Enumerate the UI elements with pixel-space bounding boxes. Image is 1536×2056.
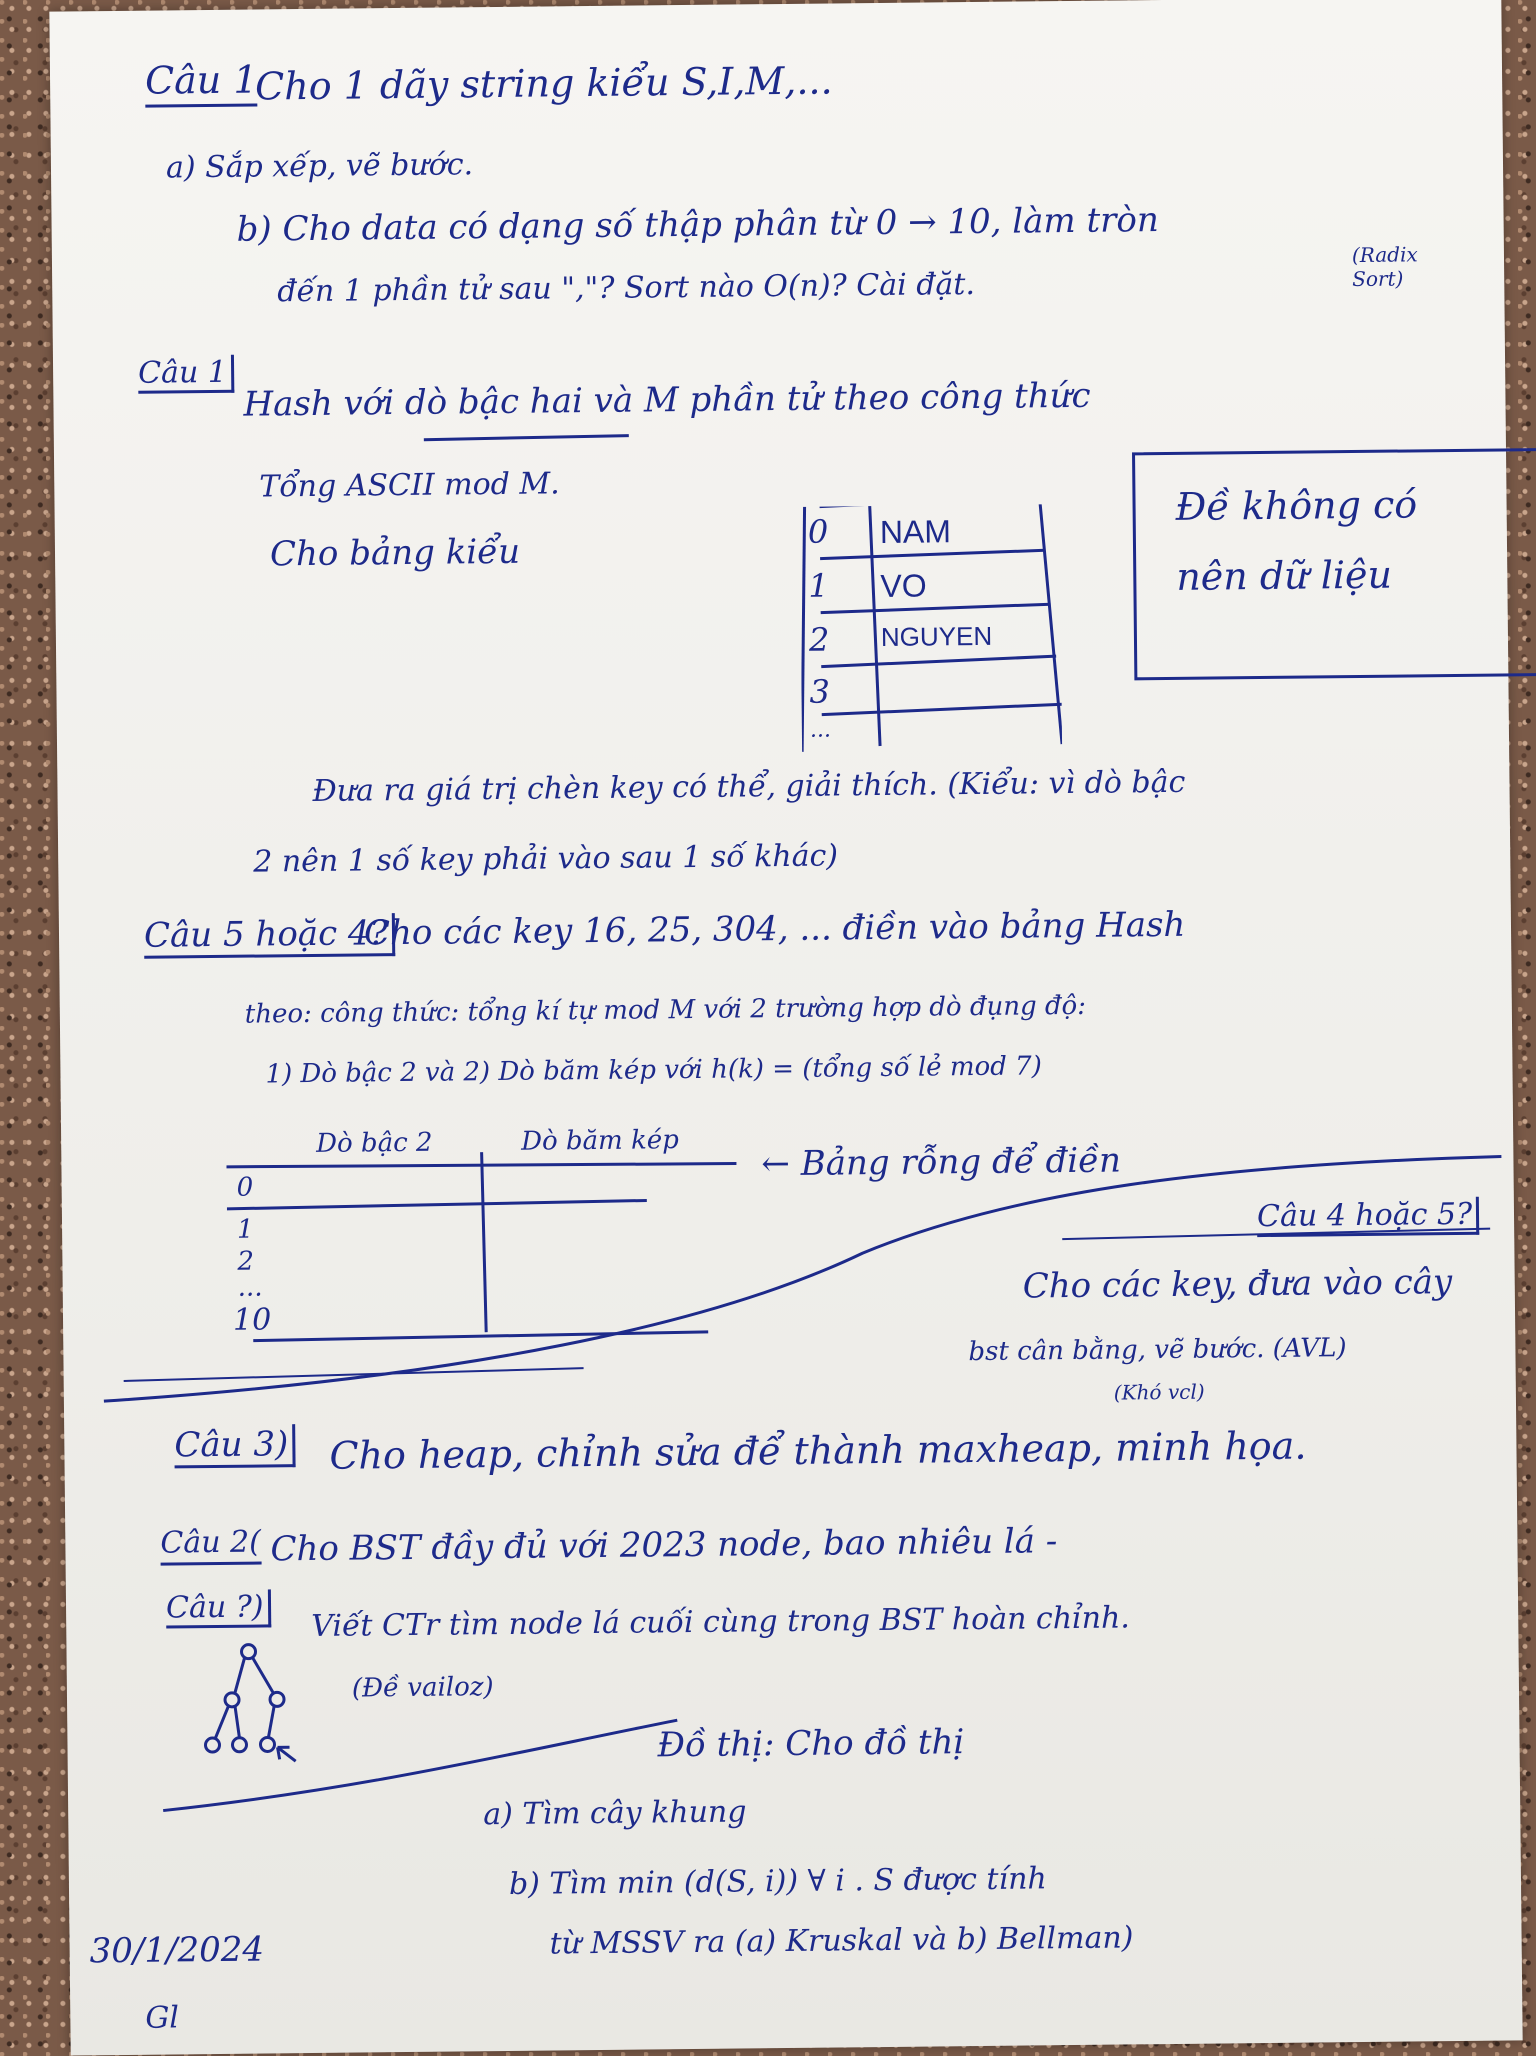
graph-title: Đồ thị: Cho đồ thị [657, 1722, 964, 1765]
q4-line1: Cho các key, đưa vào cây [1023, 1262, 1453, 1306]
q4-line2: bst cân bằng, vẽ bước. (AVL) [968, 1333, 1346, 1367]
hash-row-index: 2 [809, 621, 830, 659]
hash-row-value: NAM [880, 513, 951, 551]
hash-row-index: 1 [808, 567, 829, 605]
probe-row-index: 2 [237, 1247, 254, 1277]
q1-part-b-line1: b) Cho data có dạng số thập phân từ 0 → 10, làm tròn [236, 200, 1159, 250]
q1-hint: (Radix Sort) [1352, 242, 1462, 291]
q3-label: Câu 3) [174, 1424, 295, 1465]
q1-part-b-line2: đến 1 phần tử sau ","? Sort nào O(n)? Cài đặt. [277, 267, 975, 309]
q5-line1: Cho các key 16, 25, 304, ... điền vào bảng Hash [364, 905, 1186, 954]
q-tree-line1: Viết CTr tìm node lá cuối cùng trong BST hoàn chỉnh. [311, 1600, 1130, 1644]
exam-paper [49, 0, 1522, 2056]
probe-row-index: 0 [237, 1173, 254, 1203]
hash-row-index: 3 [809, 673, 830, 711]
q-hash-line3: Cho bảng kiểu [270, 532, 520, 575]
graph-part-a: a) Tìm cây khung [483, 1794, 747, 1832]
q5-line2: theo: công thức: tổng kí tự mod M với 2 trường hợp dò đụng độ: [245, 991, 1086, 1030]
hash-row-index: 0 [808, 513, 829, 551]
q1-part-a: a) Sắp xếp, vẽ bước. [166, 147, 473, 185]
probe-col-quadratic: Dò bậc 2 [316, 1128, 433, 1159]
q-hash-line2: Tổng ASCII mod M. [259, 466, 560, 504]
q5-label: Câu 5 hoặc 4? [144, 913, 395, 956]
q-tree-line2: (Đề vailoz) [352, 1672, 494, 1703]
q-hash-explain-line2: 2 nên 1 số key phải vào sau 1 số khác) [253, 838, 838, 879]
probe-col-double-hash: Dò băm kép [521, 1125, 679, 1157]
q-hash-line1: Hash với dò bậc hai và M phần tử theo công thức [243, 376, 1091, 425]
q1-title: Cho 1 dãy string kiểu S,I,M,... [255, 58, 833, 108]
hash-row-index: ... [810, 718, 831, 743]
q2-text: Cho BST đầy đủ với 2023 node, bao nhiêu lá - [270, 1521, 1057, 1569]
note-line1: Đề không có [1175, 482, 1417, 529]
hash-row-value: VO [880, 568, 927, 605]
graph-part-c: từ MSSV ra (a) Kruskal và b) Bellman) [549, 1920, 1133, 1961]
signature: Gl [145, 2000, 179, 2035]
graph-part-b: b) Tìm min (d(S, i)) ∀ i . S được tính [509, 1861, 1047, 1902]
q-tree-label: Câu ?) [166, 1589, 271, 1625]
q-hash-label: Câu 1 [138, 355, 234, 391]
q5-line3: 1) Dò bậc 2 và 2) Dò băm kép với h(k) = (tổng số lẻ mod 7) [265, 1051, 1042, 1089]
q3-text: Cho heap, chỉnh sửa để thành maxheap, minh họa. [329, 1424, 1306, 1478]
hash-row-value: NGUYEN [881, 621, 993, 653]
note-line2: nên dữ liệu [1176, 553, 1392, 599]
q1-label: Câu 1 [145, 57, 258, 102]
exam-date: 30/1/2024 [89, 1930, 264, 1972]
q-hash-explain-line1: Đưa ra giá trị chèn key có thể, giải thích. (Kiểu: vì dò bậc [312, 765, 1185, 809]
q2-label: Câu 2( [160, 1525, 261, 1561]
q4-line3: (Khó vcl) [1114, 1380, 1205, 1405]
probe-row-index: 1 [237, 1215, 254, 1245]
probe-row-index: ... [238, 1272, 263, 1302]
empty-table-note: ← Bảng rỗng để điền [761, 1141, 1121, 1185]
probe-row-index: 10 [233, 1302, 272, 1337]
q4-label: Câu 4 hoặc 5? [1257, 1197, 1479, 1234]
